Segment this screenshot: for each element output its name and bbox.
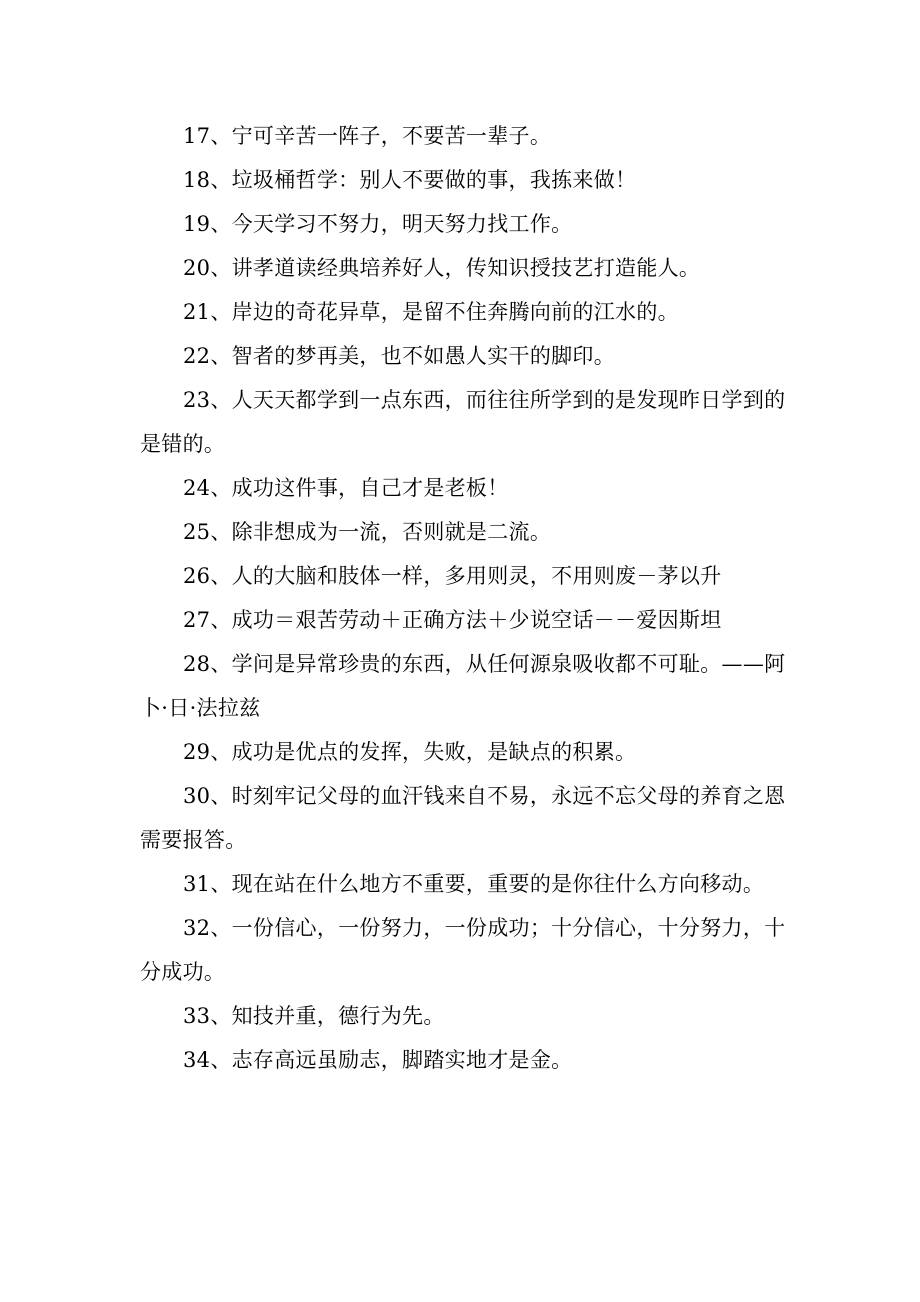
quote-paragraph: 30、时刻牢记父母的血汗钱来自不易，永远不忘父母的养育之恩需要报答。 (140, 784, 786, 852)
quote-paragraph: 34、志存高远虽励志，脚踏实地才是金。 (183, 1048, 573, 1072)
quote-paragraph: 17、宁可辛苦一阵子，不要苦一辈子。 (183, 124, 552, 148)
quote-paragraph: 19、今天学习不努力，明天努力找工作。 (183, 212, 573, 236)
quote-paragraph: 18、垃圾桶哲学：别人不要做的事，我拣来做！ (183, 168, 637, 192)
quote-paragraph: 22、智者的梦再美，也不如愚人实干的脚印。 (183, 344, 616, 368)
quote-paragraph: 32、一份信心，一份努力，一份成功；十分信心，十分努力，十分成功。 (140, 916, 786, 984)
quote-paragraph: 33、知技并重，德行为先。 (183, 1004, 445, 1028)
quote-paragraph: 26、人的大脑和肢体一样，多用则灵，不用则废－茅以升 (183, 564, 722, 588)
quote-paragraph: 28、学问是异常珍贵的东西，从任何源泉吸收都不可耻。——阿卜·日·法拉兹 (140, 652, 786, 720)
quote-list (140, 114, 795, 1082)
quote-paragraph: 24、成功这件事，自己才是老板！ (183, 476, 509, 500)
quote-paragraph: 21、岸边的奇花异草，是留不住奔腾向前的江水的。 (183, 300, 679, 324)
quote-paragraph: 25、除非想成为一流，否则就是二流。 (183, 520, 552, 544)
quote-paragraph: 20、讲孝道读经典培养好人，传知识授技艺打造能人。 (183, 256, 701, 280)
quote-paragraph: 27、成功＝艰苦劳动＋正确方法＋少说空话－－爱因斯坦 (183, 608, 722, 632)
quote-paragraph: 31、现在站在什么地方不重要，重要的是你往什么方向移动。 (183, 872, 765, 896)
quote-paragraph: 23、人天天都学到一点东西，而往往所学到的是发现昨日学到的是错的。 (140, 388, 786, 456)
quote-paragraph: 29、成功是优点的发挥，失败，是缺点的积累。 (183, 740, 637, 764)
